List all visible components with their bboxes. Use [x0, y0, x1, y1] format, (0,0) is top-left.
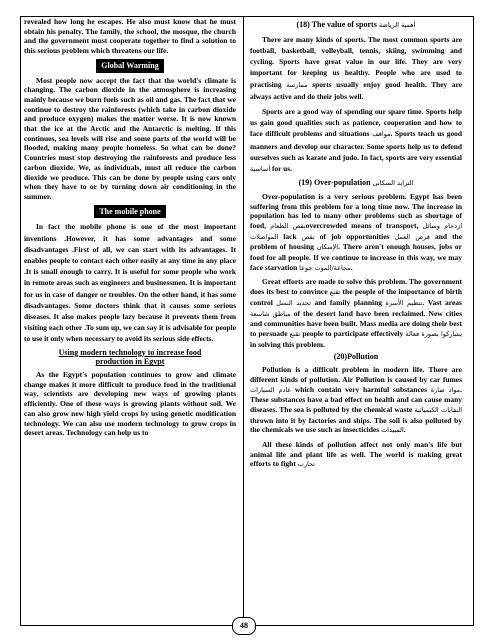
overpop-p1-f: . There aren't enough houses, jobs or food for all people. If we continue to increase in this way, we may face starvation [250, 242, 463, 272]
overpop-ar-areas: مناطق [272, 309, 291, 318]
global-warming-heading-label: Global Warming [96, 59, 163, 73]
pollution-paragraph-2 [250, 440, 462, 470]
pollution-paragraph-1 [250, 365, 462, 436]
sports-heading-label: (18) The value of sports [296, 20, 377, 29]
overpop-p2-c: and family planning [314, 297, 383, 307]
overpop-p2-d: . Vast areas [422, 297, 462, 307]
pollution-ar-fumes: عادم السيارات [250, 385, 292, 394]
overpop-heading-arabic: التزايد السكانى [372, 179, 414, 188]
pollution-p1-b: which contain very harmful substances [294, 384, 428, 394]
overpop-ar-housing: الإسكان [316, 243, 339, 252]
overpop-p1-c: lack [283, 231, 297, 241]
right-column [250, 17, 462, 470]
tech-food-heading [24, 348, 236, 367]
sports-p2-c: for us. [272, 163, 292, 173]
pollution-ar-insecticides: المبيدات [381, 426, 404, 435]
tech-food-heading-line2: production in Egypt [95, 357, 165, 367]
overpop-p2-b: the people of the importance of birth control [250, 287, 463, 307]
sports-p1-arabic: ممارسة [286, 80, 308, 89]
sports-p2-a: Sports are a good way of spending our spare time. Sports help us gain good qualities such as patience, cooperation and how to face difficult problems and situations [250, 106, 462, 139]
overpop-ar-lack: نقص [301, 232, 315, 241]
pollution-heading: (20)Pollution [333, 352, 379, 362]
overpop-paragraph-2 [250, 277, 462, 349]
global-warming-paragraph: Most people now accept the fact that the world's climate is changing. The carbon dioxide in the atmosphere is increasing mainly because we burn fuels such as oil and gas. The fact that we continue to destroy the rainforests (which take in carbon dioxide and produce oxygen) makes the matter worse. It is now known that the ice at the Arctic and the Antarctic is melting. If this continues, sea levels will rise and some parts of the world will be flooded, making many people homeless. So what can be done? Countries must stop destroying the rainforests and produce less carbon dioxide. We, as individuals, must all reduce the carbon dioxide we produce. This can be done by people using cars only when they have to or by turning down air conditioning in the summer. [24, 75, 236, 201]
tech-food-paragraph: As the Egypt's population continues to grow and climate change makes it more difficult to produce food in the traditional way, scientists are developing new ways of growing plants efficiently. One of these ways is growing plants without soil. We can also grow new high yield crops by using genetic modification technology. We can also use modern technology to grow crops in desert areas. Technology can help us to [24, 370, 236, 438]
overpop-p1-b: overcrowded means of transport, [305, 220, 419, 230]
overpop-ar-jobs: فرص العمل [394, 232, 430, 241]
overpop-ar-persuade: تقنع [289, 329, 301, 338]
overpop-heading [250, 178, 462, 189]
pollution-p1-d: thrown into it by factories and ships. The soil is also polluted by the chemicals we use such as insecticides [250, 415, 462, 435]
overpop-ar-mawasalat: المواصلات [250, 232, 279, 241]
mobile-phone-heading-label: The mobile phone [94, 205, 165, 219]
overpop-p2-f: people to participate effectively [302, 328, 404, 338]
overpop-p2-g: in solving this problem. [250, 339, 325, 349]
overpop-ar-effectively: يشاركوا بصورة فعالة [405, 329, 463, 338]
overpop-paragraph-1 [250, 192, 462, 274]
sports-p1-text: There are many kinds of sports. The most common sports are football, basketball, volleyball, tennis, skiing, swimming and cycling. Sports have great value in our life. They are very important for keeping us healthy. People who are used to practising [250, 34, 462, 89]
sports-p2-b: . Sports teach us good manners and develop our character. Some sports help us to defend ourselves such as karate and judo. In fact, sports are very essential [250, 129, 462, 162]
sports-heading-arabic: أهمية الرياضة [378, 21, 416, 29]
sports-heading [250, 20, 462, 31]
sports-p1-end: sports usually enjoy good health. They are always active and do their jobs well. [250, 79, 462, 101]
overpop-p1-d: of job opportunities [319, 231, 390, 241]
pollution-p1-c: . These substances have a bad effect on health and can cause many diseases. The sea is polluted by the chemical waste [250, 384, 463, 414]
overpop-ar-birth: تحديد النسل [276, 298, 311, 307]
overpop-p1-e: and the problem of housing [250, 231, 463, 252]
mobile-phone-paragraph: In fact the mobile phone is one of the most important inventions .However, it has some advantages and some disadvantages .First of all, we can start with its advantages. It enables people to contact each other easily at any time in any place .It is small enough to carry. It is useful for some people who work in remote areas such as engineers and businessmen. It is important for us in case of danger or troubles. On the other hand, it has some disadvantages. Some doctors think that it causes some serious diseases. It also makes people lazy because it prevents them from visiting each other .To sum up, we can say it is advisable for people to use it only when necessary to avoid its serious side effects. [24, 222, 236, 344]
mobile-phone-heading [24, 205, 236, 219]
pollution-p1-a: Pollution is a difficult problem in modern life. There are different kinds of pollution. Air Pollution is caused by car fumes [250, 365, 462, 384]
pollution-p1-e: . [403, 425, 406, 435]
overpop-p2-a: Great efforts are made to solve this problem. The government does its best to convince [250, 277, 462, 297]
overpop-ar-food: الطعام [270, 221, 289, 230]
overpop-ar-convince: تقنع [329, 288, 341, 297]
overpop-p1-g: . [350, 262, 353, 272]
overpop-p2-e: of the desert land have been reclaimed. New cities and communities have been built. Mass media are doing their best to persuade [250, 308, 463, 338]
overpop-ar-transport: ازدحام وسائل [422, 221, 463, 230]
overpop-ar-starvation: مجاعة/الموت جوعا [299, 263, 351, 272]
left-column [24, 17, 236, 438]
pollution-ar-waste: النفايات الكيميائية [414, 405, 462, 414]
overpop-heading-label: (19) Over-population [298, 178, 371, 188]
sports-paragraph-1 [250, 34, 462, 102]
sports-p2-arabic-1: مواقف [372, 130, 391, 139]
sports-p2-arabic-2: أساسية [250, 164, 271, 173]
pollution-ar-fight: تحارب [297, 460, 315, 469]
overpop-ar-vast: شاسعة [250, 309, 270, 318]
column-divider [243, 17, 244, 621]
sports-paragraph-2 [250, 106, 462, 175]
overpop-p1-a: Over-population is a very serious problem. Egypt has been suffering from this problem for a long time now. The increase in population has led to many other problems such as shortage of food, [250, 191, 462, 230]
global-warming-heading [24, 59, 236, 73]
pollution-p2-a: All these kinds of pollution affect not only man's life but animal life and plant life as well. The world is making great efforts to fight [250, 440, 462, 469]
overpop-ar-naqs: نقص [292, 221, 306, 230]
intro-paragraph: revealed how long he escapes. He also must know that he must obtain his penalty. The family, the school, the mosque, the church and the government must cooperate together to find a solution to this serious problem which threatens our life. [24, 17, 236, 56]
overpop-ar-family: تنظيم الأسرة [385, 298, 423, 307]
tech-food-heading-line1: Using modern technology to increase food [58, 347, 202, 357]
page-number: 48 [232, 617, 256, 635]
pollution-ar-substances: مواد ضارة [430, 385, 461, 394]
